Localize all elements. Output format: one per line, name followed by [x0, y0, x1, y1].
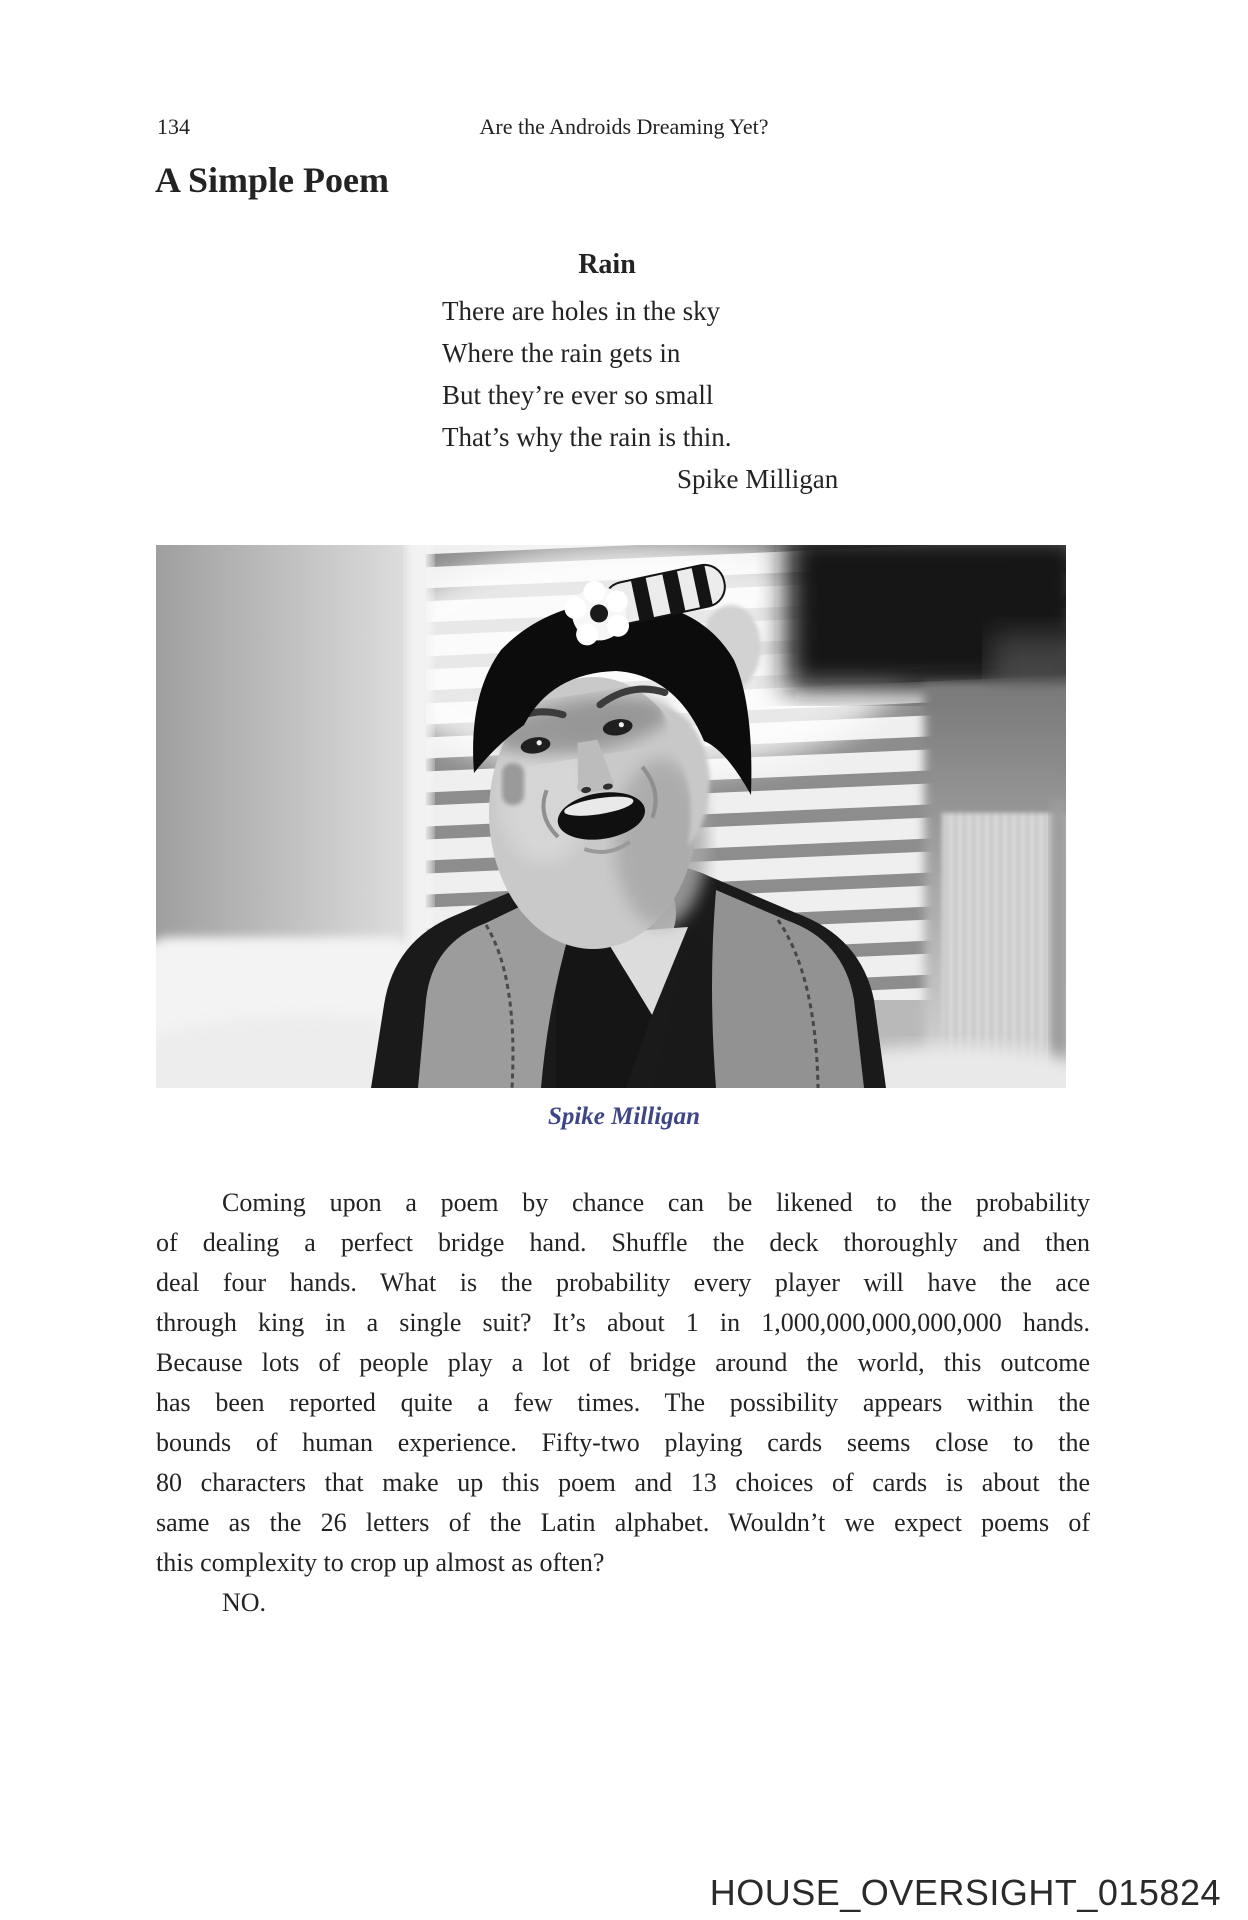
- body-text-line: Coming upon a poem by chance can be likened to the probability: [222, 1188, 1090, 1217]
- body-text-line: through king in a single suit? It’s about 1 in 1,000,000,000,000,000 hands.: [156, 1308, 1090, 1337]
- page-number: 134: [157, 114, 190, 139]
- body-text-line: bounds of human experience. Fifty-two playing cards seems close to the: [156, 1428, 1090, 1457]
- running-header-title: Are the Androids Dreaming Yet?: [479, 114, 769, 139]
- body-text-line: same as the 26 letters of the Latin alphabet. Wouldn’t we expect poems of: [156, 1508, 1090, 1537]
- poem-line: That’s why the rain is thin.: [442, 422, 732, 452]
- poem-block: [442, 244, 872, 500]
- body-text-line: NO.: [222, 1588, 267, 1617]
- body-text-line: 80 characters that make up this poem and 13 choices of cards is about the: [156, 1468, 1090, 1497]
- section-heading: A Simple Poem: [155, 160, 389, 200]
- watermark: HOUSE_OVERSIGHT_015824: [709, 1872, 1221, 1913]
- running-header: [0, 110, 1248, 144]
- poem-line: But they’re ever so small: [442, 380, 714, 410]
- spike-milligan-photo: [156, 545, 1066, 1088]
- poem-line: There are holes in the sky: [442, 296, 721, 326]
- poem-line: Where the rain gets in: [442, 338, 681, 368]
- body-text-line: of dealing a perfect bridge hand. Shuffle the deck thoroughly and then: [156, 1228, 1090, 1257]
- body-text-line: has been reported quite a few times. The possibility appears within the: [156, 1388, 1090, 1417]
- body-text-line: this complexity to crop up almost as often?: [156, 1548, 605, 1577]
- poem-attribution: Spike Milligan: [677, 464, 839, 494]
- body-text-line: deal four hands. What is the probability every player will have the ace: [156, 1268, 1090, 1297]
- body-paragraph: [156, 1183, 1090, 1623]
- poem-title: Rain: [578, 249, 636, 280]
- body-text-line: Because lots of people play a lot of bridge around the world, this outcome: [156, 1348, 1090, 1377]
- photo-caption: Spike Milligan: [547, 1103, 701, 1130]
- photo-figure: [156, 545, 1066, 1088]
